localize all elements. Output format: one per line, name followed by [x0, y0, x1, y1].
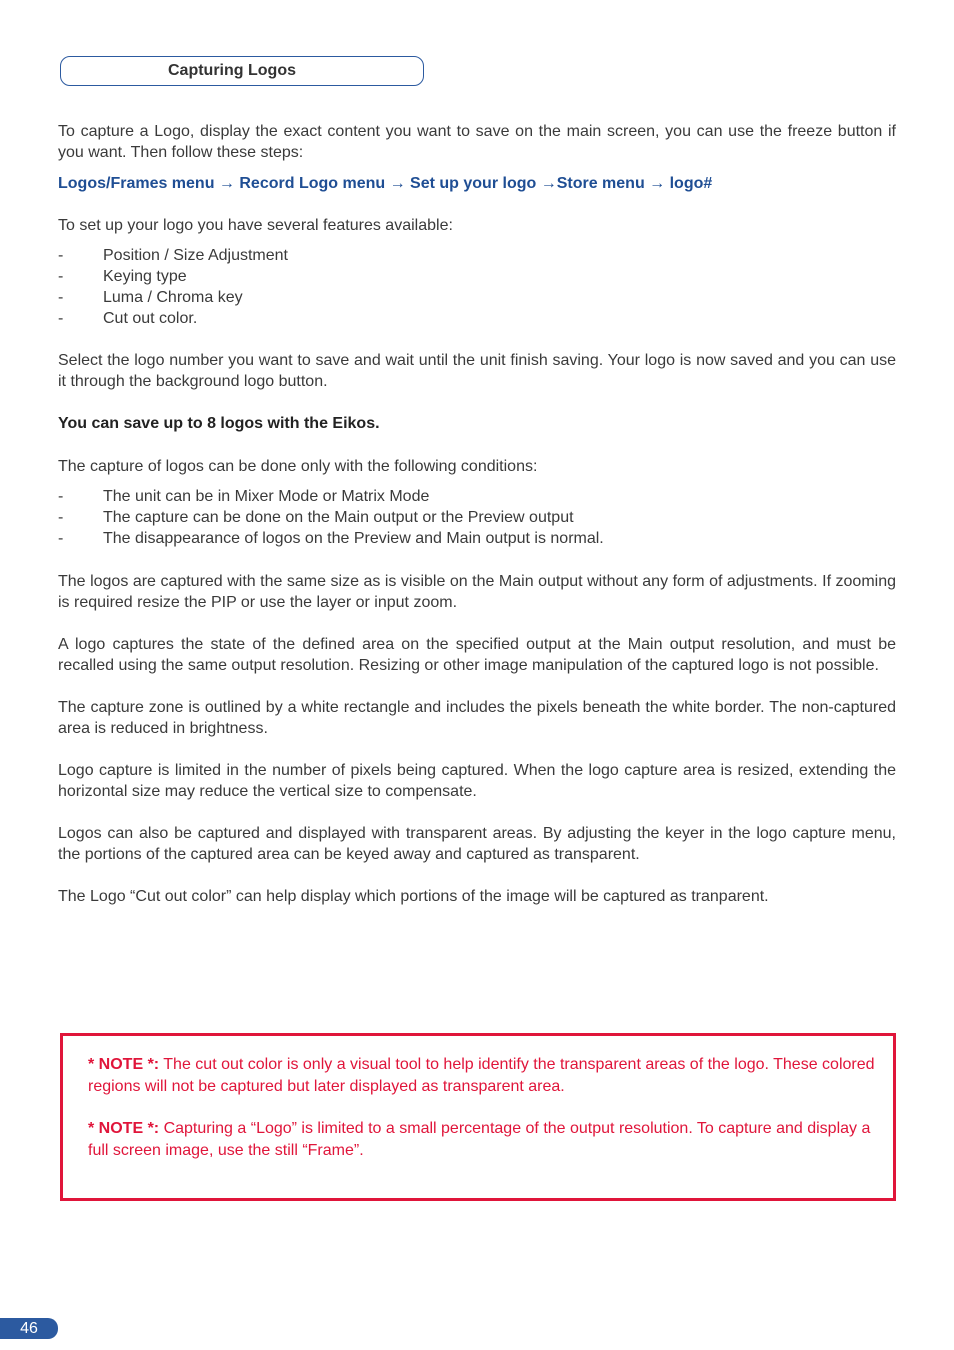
list-item: - Cut out color. — [58, 308, 896, 329]
conditions-list — [58, 486, 896, 549]
intro-paragraph: To capture a Logo, display the exact content you want to save on the main screen, you can use the freeze button if you want. Then follow these steps: — [58, 123, 896, 161]
section-title: Capturing Logos — [60, 56, 424, 86]
features-list — [58, 245, 896, 329]
features-intro: To set up your logo you have several features available: — [58, 217, 453, 234]
list-item: - The disappearance of logos on the Preview and Main output is normal. — [58, 528, 896, 549]
list-item: - The capture can be done on the Main output or the Preview output — [58, 507, 896, 528]
body-paragraph: A logo captures the state of the defined area on the specified output at the Main output resolution, and must be recalled using the same output resolution. Resizing or other image manipulation of the captured logo is not possible. — [58, 636, 896, 674]
body-paragraph: The capture zone is outlined by a white rectangle and includes the pixels beneath the white border. The non-captured area is reduced in brightness. — [58, 699, 896, 737]
save-note: You can save up to 8 logos with the Eikos. — [58, 415, 380, 432]
note-1 — [88, 1054, 875, 1098]
select-paragraph: Select the logo number you want to save and wait until the unit finish saving. Your logo is now saved and you can use it through the background logo button. — [58, 352, 896, 390]
note-label: * NOTE *: — [88, 1120, 160, 1137]
note-text: Capturing a “Logo” is limited to a small percentage of the output resolution. To capture and display a full screen image, use the still “Frame”. — [88, 1120, 871, 1159]
body-paragraph: The Logo “Cut out color” can help display which portions of the image will be captured as tranparent. — [58, 888, 769, 905]
note-label: * NOTE *: — [88, 1056, 160, 1073]
body-paragraph: Logos can also be captured and displayed with transparent areas. By adjusting the keyer in the logo capture menu, the portions of the captured area can be keyed away and captured as transparent. — [58, 825, 896, 863]
body-paragraph: The logos are captured with the same size as is visible on the Main output without any form of adjustments. If zooming is required resize the PIP or use the layer or input zoom. — [58, 573, 896, 611]
note-2 — [88, 1118, 875, 1162]
list-item: - Luma / Chroma key — [58, 287, 896, 308]
note-text: The cut out color is only a visual tool to help identify the transparent areas of the logo. These colored regions will not be captured but later displayed as transparent area. — [88, 1056, 875, 1095]
body-paragraph: Logo capture is limited in the number of pixels being captured. When the logo capture area is resized, extending the horizontal size may reduce the vertical size to compensate. — [58, 762, 896, 800]
list-item: - Keying type — [58, 266, 896, 287]
list-item: - The unit can be in Mixer Mode or Matrix Mode — [58, 486, 896, 507]
main-content — [58, 121, 896, 907]
note-box — [60, 1033, 896, 1201]
list-item: - Position / Size Adjustment — [58, 245, 896, 266]
page-number: 46 — [0, 1318, 58, 1339]
menu-path: Logos/Frames menu → Record Logo menu → Set up your logo →Store menu → logo# — [58, 175, 713, 192]
conditions-intro: The capture of logos can be done only with the following conditions: — [58, 458, 538, 475]
